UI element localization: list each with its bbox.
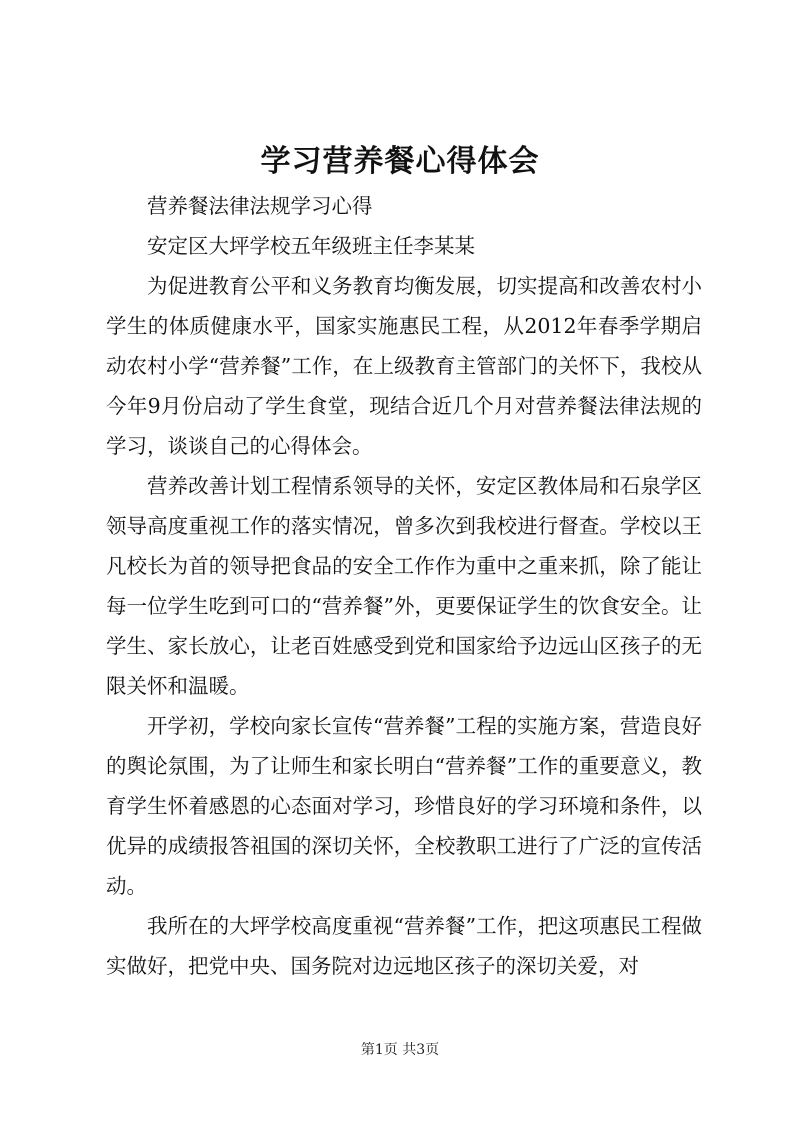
paragraph-1: 为促进教育公平和义务教育均衡发展，切实提高和改善农村小学生的体质健康水平，国家实施惠民工程，从2012年春季学期启动农村小学“营养餐”工作，在上级教育主管部门的关怀下，我校从今年9月份启动了学生食堂，现结合近几个月对营养餐法律法规的学习，谈谈自己的心得体会。 xyxy=(106,274,702,458)
paragraph-4: 我所在的大坪学校高度重视“营养餐”工作，把这项惠民工程做实做好，把党中央、国务院对边远地区孩子的深切关爱，对 xyxy=(106,914,702,978)
author-line: 安定区大坪学校五年级班主任李某某 xyxy=(147,234,475,258)
page-footer: 第1页 共3页 xyxy=(360,1042,440,1058)
paragraph-2: 营养改善计划工程情系领导的关怀，安定区教体局和石泉学区领导高度重视工作的落实情况，曾多次到我校进行督查。学校以王凡校长为首的领导把食品的安全工作作为重中之重来抓，除了能让每一位学生吃到可口的“营养餐”外，更要保证学生的饮食安全。让学生、家长放心，让老百姓感受到党和国家给予边远山区孩子的无限关怀和温暖。 xyxy=(106,474,702,698)
page-title: 学习营养餐心得体会 xyxy=(260,144,540,179)
document-body xyxy=(106,186,702,986)
paragraph-3: 开学初，学校向家长宣传“营养餐”工程的实施方案，营造良好的舆论氛围，为了让师生和家长明白“营养餐”工作的重要意义，教育学生怀着感恩的心态面对学习，珍惜良好的学习环境和条件，以优异的成绩报答祖国的深切关怀，全校教职工进行了广泛的宣传活动。 xyxy=(106,714,702,898)
subtitle-line: 营养餐法律法规学习心得 xyxy=(147,194,373,218)
